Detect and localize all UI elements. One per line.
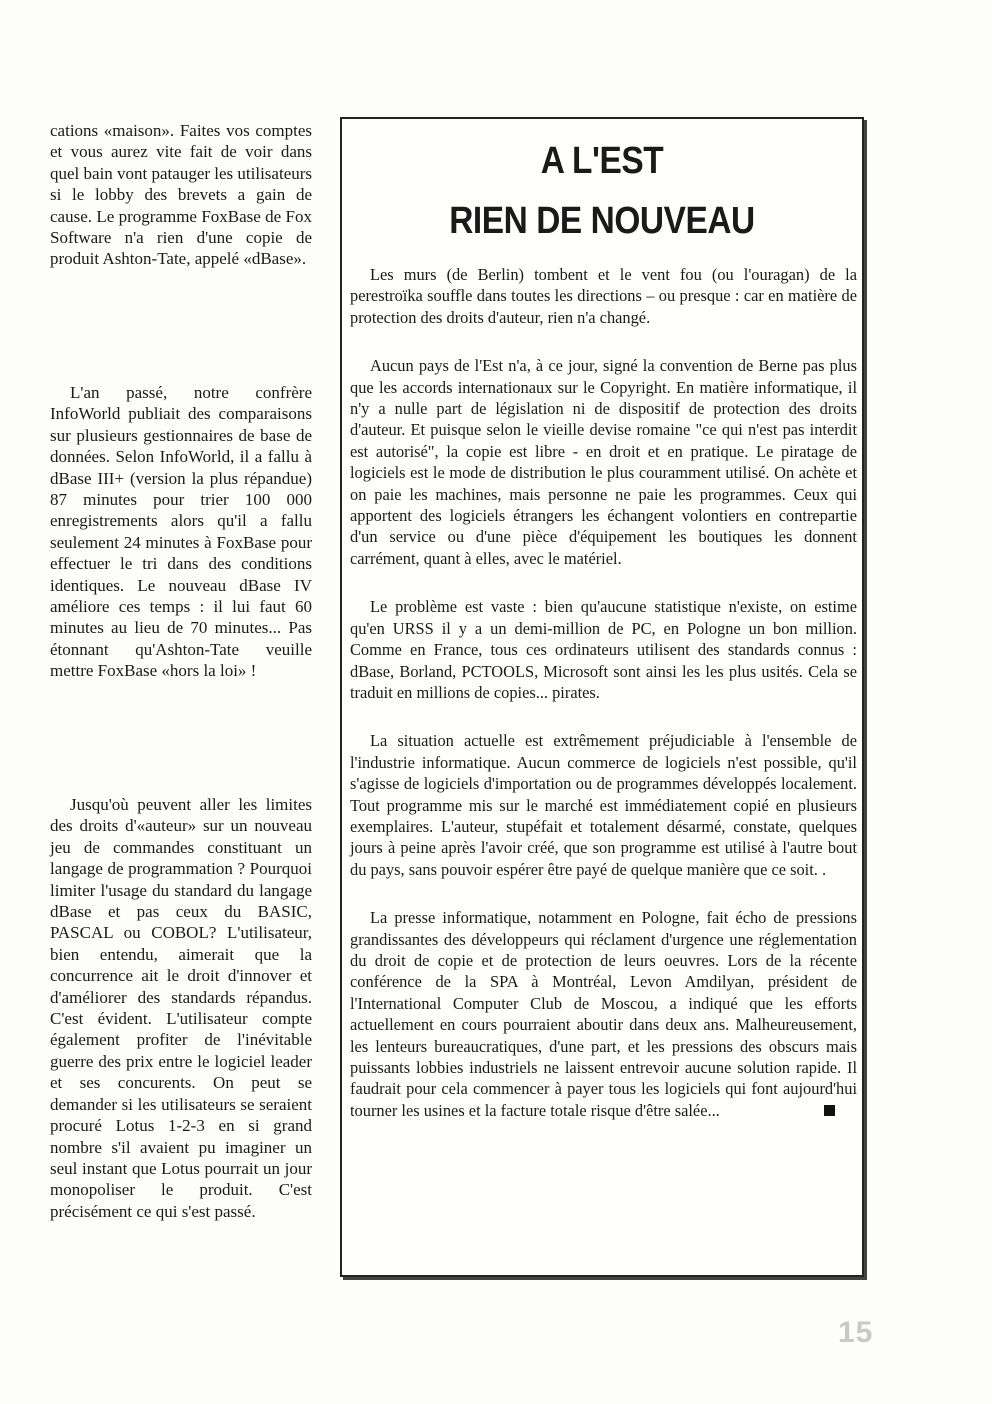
sidebar-paragraph: La situation actuelle est extrêmement préjudiciable à l'ensemble de l'industrie informatique. Aucun commerce de logiciels n'est possible, qu'il s'agisse de logiciels d'importation ou de programmes développés localement. Tout programme mis sur le marché est immédiatement copié en plusieurs exemplaires. L'auteur, stupéfait et totalement désarmé, constate, quelques jours à peine après l'avoir créé, que son programme est utilisé à l'autre bout du pays, sans pouvoir espérer être payé de quelque manière que ce soit. . xyxy=(350,731,857,879)
end-of-article-mark xyxy=(824,1105,835,1116)
sidebar-paragraph: Les murs (de Berlin) tombent et le vent fou (ou l'ouragan) de la perestroïka souffle dans toutes les directions – ou presque : car en matière de protection des droits d'auteur, rien n'a changé. xyxy=(350,265,857,327)
sidebar-paragraph-last-text: La presse informatique, notamment en Pologne, fait écho de pressions grandissantes des développeurs qui réclament d'urgence une réglementation du droit de copie et de protection de leurs oeuvres. Lors de la récente conférence de la SPA à Montréal, Levon Amdilyan, président de l'International Computer Club de Moscou, a indiqué que les efforts actuellement en cours pourraient aboutir dans deux ans. Malheureusement, les lenteurs bureaucratiques, d'une part, et les pressions des obscurs mais puissants lobbies industriels ne laissent entrevoir aucune solution rapide. Il faudrait pour cela commencer à payer tous les logiciels qui font aujourd'hui tourner les usines et la facture totale risque d'être salée... xyxy=(350,908,857,1120)
sidebar-title-line-1: A L'EST xyxy=(540,140,664,182)
sidebar-paragraph-last xyxy=(350,907,857,1121)
sidebar-paragraph: Le problème est vaste : bien qu'aucune statistique n'existe, on estime qu'en URSS il y a un demi-million de PC, en Pologne un bon million. Comme en France, tous ces ordinateurs utilisent des standards connus : dBase, Borland, PCTOOLS, Microsoft sont ainsi les les plus usités. Cela se traduit en millions de copies... pirates. xyxy=(350,597,857,702)
sidebar-body xyxy=(350,264,857,1121)
left-paragraph-3: Jusqu'où peuvent aller les limites des droits d'«auteur» sur un nouveau jeu de commandes constituant un langage de programmation ? Pourquoi limiter l'usage du standard du langage dBase et pas ceux du BASIC, PASCAL ou COBOL? L'utilisateur, bien entendu, aimerait que la concurrence ait le droit d'innover et d'améliorer des standards répandus. C'est évident. L'utilisateur compte également profiter de l'inévitable guerre des prix entre le logiciel leader et ses concurents. On peut se demander si les utilisateurs se seraient procuré Lotus 1-2-3 en si grand nombre s'il avaient pu imaginer un seul instant que Lotus pourrait un jour monopoliser le produit. C'est précisément ce qui s'est passé. xyxy=(50,795,312,1221)
left-paragraph-2: L'an passé, notre confrère InfoWorld publiait des comparaisons sur plusieurs gestionnaires de base de données. Selon InfoWorld, il a fallu à dBase III+ (version la plus répandue) 87 minutes pour trier 100 000 enregistrements alors qu'il a fallu seulement 24 minutes à FoxBase pour effectuer le tri dans des conditions identiques. Le nouveau dBase IV améliore ces temps : il lui faut 60 minutes au lieu de 70 minutes... Pas étonnant qu'Ashton-Tate veuille mettre FoxBase «hors la loi» ! xyxy=(50,383,312,681)
page-number: 15 xyxy=(838,1316,874,1349)
sidebar-paragraph: Aucun pays de l'Est n'a, à ce jour, signé la convention de Berne pas plus que les accords internationaux sur le Copyright. En matière informatique, il n'y a nulle part de législation ni de dispositif de protection des droits d'auteur. Et puisque selon le vieille devise romaine "ce qui n'est pas interdit est autorisé", la copie est libre - en droit et en pratique. Le piratage de logiciels est le mode de distribution le plus couramment utilisé. On achète et on paie les machines, mais personne ne paie les programmes. Ceux qui apportent des logiciels étrangers les échangent volontiers en contrepartie d'un service ou d'une pièce d'équipement les boutiques les donnent carrément, quant à elles, avec le matériel. xyxy=(350,356,857,568)
sidebar-title-line-2: RIEN DE NOUVEAU xyxy=(449,200,755,242)
left-column xyxy=(50,120,313,1221)
left-paragraph-1: cations «maison». Faites vos comptes et vous aurez vite fait de voir dans quel bain vont patauger les utilisateurs si le lobby des brevets a gain de cause. Le programme FoxBase de Fox Software n'a rien d'une copie de produit Ashton-Tate, appelé «dBase». xyxy=(50,121,313,269)
sidebar-box xyxy=(340,117,864,1277)
